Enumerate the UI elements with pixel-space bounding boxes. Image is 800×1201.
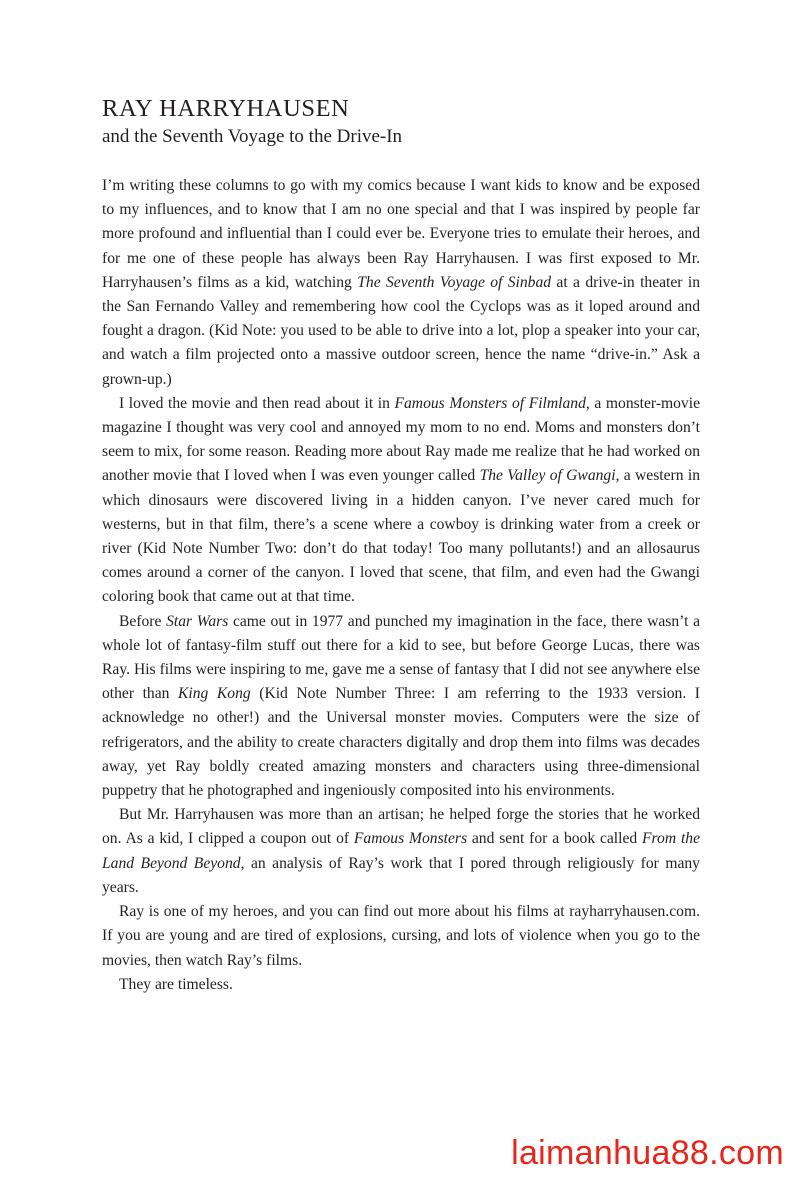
italic-title-text: Famous Monsters of Filmland: [394, 394, 586, 412]
paragraph-text: , a western in which dinosaurs were discovered living in a hidden canyon. I’ve never cared much for westerns, but in that film, there’s a scene where a cowboy is drinking water from a creek or river (Kid Note Number Two: don’t do that today! Too many pollutants!) and an allosaurus comes around a corner of the canyon. I loved that scene, that film, and even had the Gwangi coloring book that came out at that time.: [102, 467, 700, 606]
paragraph-text: , a monster-movie magazine I thought was very cool and annoyed my mom to no end. Moms and monsters don’t seem to mix, for some reason. Reading more about Ray made me realize that he had worked on another movie that I loved when I was even younger called: [102, 394, 700, 485]
paragraph-text: (Kid Note Number Three: I am referring to the 1933 version. I acknowledge no other!) and the Universal monster movies. Computers were the size of refrigerators, and the ability to create characters digitally and drop them into films was decades away, yet Ray boldly created amazing monsters and characters using three-dimensional puppetry that he photographed and ingeniously composited into his environments.: [102, 685, 700, 800]
article-paragraph: [102, 392, 700, 610]
paragraph-text: I’m writing these columns to go with my comics because I want kids to know and be exposed to my influences, and to know that I am no one special and that I was inspired by people far more profound and influential than I could ever be. Everyone tries to emulate their heroes, and for me one of these people has always been Ray Harryhausen. I was first exposed to Mr. Harryhausen’s films as a kid, watching: [102, 177, 700, 291]
article-paragraph: [102, 900, 700, 973]
paragraph-text: Before: [119, 612, 167, 630]
italic-title-text: From the Land Beyond Beyond: [102, 830, 700, 872]
article-paragraph: [102, 973, 700, 997]
paragraph-text: But Mr. Harryhausen was more than an artisan; he helped forge the stories that he worked on. As a kid, I clipped a coupon out of: [102, 806, 700, 848]
italic-title-text: The Valley of Gwangi: [479, 467, 616, 485]
article-body: [102, 174, 700, 997]
paragraph-text: and sent for a book called: [467, 830, 643, 848]
paragraph-text: I loved the movie and then read about it in: [119, 394, 395, 412]
paragraph-text: They are timeless.: [119, 975, 233, 993]
italic-title-text: Star Wars: [166, 612, 229, 630]
article-paragraph: [102, 803, 700, 900]
italic-title-text: The Seventh Voyage of Sinbad: [357, 273, 552, 291]
site-watermark: laimanhua88.com: [511, 1134, 784, 1172]
paragraph-text: , an analysis of Ray’s work that I pored through religiously for many years.: [102, 854, 700, 896]
article-title: RAY HARRYHAUSEN: [102, 95, 350, 122]
article-paragraph: [102, 174, 700, 392]
paragraph-text: came out in 1977 and punched my imagination in the face, there wasn’t a whole lot of fantasy-film stuff out there for a kid to see, but before George Lucas, there was Ray. His films were inspiring to me, gave me a sense of fantasy that I did not see anywhere else other than: [102, 612, 701, 703]
italic-title-text: Famous Monsters: [353, 830, 468, 848]
italic-title-text: King Kong: [178, 685, 251, 703]
paragraph-text: at a drive-in theater in the San Fernando Valley and remembering how cool the Cyclops was as it loped around and fought a dragon. (Kid Note: you used to be able to drive into a lot, plop a speaker into your car, and watch a film projected onto a massive outdoor screen, hence the name “drive-in.” Ask a grown-up.): [102, 273, 700, 388]
paragraph-text: Ray is one of my heroes, and you can find out more about his films at rayharryhausen.com. If you are young and are tired of explosions, cursing, and lots of violence when you go to the movies, then watch Ray’s films.: [102, 903, 700, 969]
article-subtitle: and the Seventh Voyage to the Drive-In: [102, 126, 403, 147]
article-paragraph: [102, 610, 700, 804]
